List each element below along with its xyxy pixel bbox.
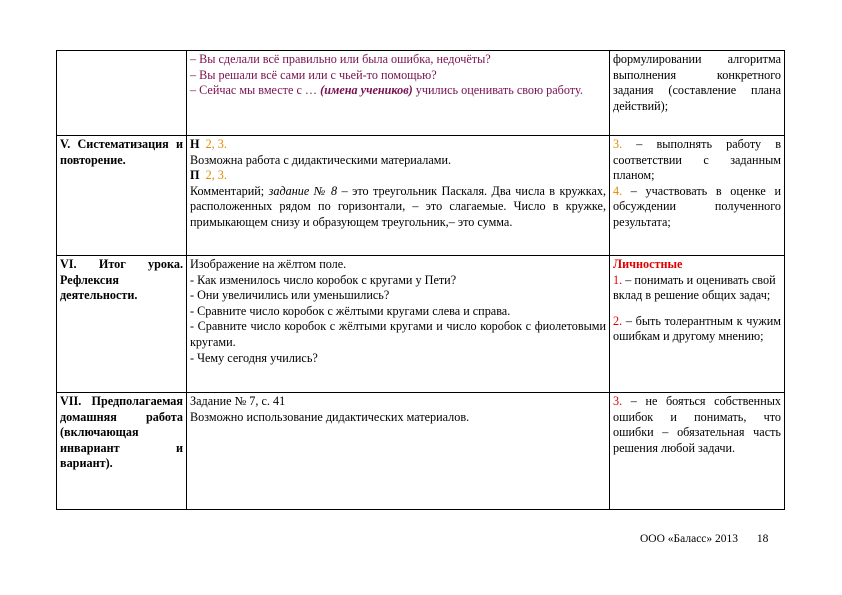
homework-task: Задание № 7, с. 41: [190, 394, 286, 408]
content-line: - Сравните число коробок с жёлтыми кругами слева и справа.: [190, 303, 511, 318]
table-row: [57, 393, 785, 510]
stage-cell: [57, 51, 187, 136]
lesson-table: [56, 50, 785, 510]
stage-cell: [57, 393, 187, 510]
reflection-summary: – Сейчас мы вместе с … (имена учеников) учились оценивать свою работу.: [190, 83, 583, 98]
content-line: - Они увеличились или уменьшились?: [190, 288, 390, 303]
uud-item: 3. – не бояться собственных ошибок и понимать, что ошибки – обязательная часть решения любой задачи.: [613, 394, 781, 455]
content-cell: [187, 136, 610, 256]
content-line: - Сравните число коробок с жёлтыми кругами и число коробок с фиолетовыми кругами.: [190, 319, 606, 349]
task-level-n: Н 2, 3.: [190, 137, 227, 151]
task-comment: Комментарий; задание № 8 – это треугольник Паскаля. Два числа в кружках, расположенных рядом по горизонтали, – это слагаемые. Число в кружке, примыкающем снизу и образующем треугольник,– это сумма.: [190, 183, 606, 229]
uud-cell: [610, 256, 785, 393]
uud-heading: Личностные: [613, 257, 683, 271]
stage-title: VII. Предполагаемая домашняя работа (включающая инвариант и вариант).: [60, 394, 183, 471]
content-cell: [187, 51, 610, 136]
stage-cell: [57, 256, 187, 393]
page-number: 18: [756, 533, 769, 545]
uud-item: 4. – участвовать в оценке и обсуждении полученного результата;: [613, 183, 781, 229]
reflection-question: – Вы сделали всё правильно или была ошибка, недочёты?: [190, 52, 491, 66]
uud-cell: [610, 136, 785, 256]
task-note: Возможна работа с дидактическими материалами.: [190, 152, 452, 167]
stage-title: V. Систематизация и повторение.: [60, 137, 183, 167]
uud-item: 3. – выполнять работу в соответствии с заданным планом;: [613, 137, 781, 183]
footer-company: ООО «Баласс» 2013: [640, 533, 739, 545]
page-footer: [640, 533, 768, 545]
homework-note: Возможно использование дидактических материалов.: [190, 409, 470, 424]
content-line: - Чему сегодня учились?: [190, 350, 318, 365]
reflection-question: – Вы решали всё сами или с чьей-то помощью?: [190, 67, 437, 82]
stage-cell: [57, 136, 187, 256]
content-cell: [187, 256, 610, 393]
content-line: - Как изменилось число коробок с кругами у Пети?: [190, 272, 457, 287]
uud-text: формулировании алгоритма выполнения конкретного задания (составление плана действий);: [613, 52, 781, 113]
task-level-p: П 2, 3.: [190, 168, 227, 183]
table-row: [57, 51, 785, 136]
table-row: [57, 256, 785, 393]
stage-title: VI. Итог урока. Рефлексия деятельности.: [60, 257, 183, 303]
uud-item: 2. – быть толерантным к чужим ошибкам и другому мнению;: [613, 313, 781, 344]
table-row: [57, 136, 785, 256]
content-cell: [187, 393, 610, 510]
content-line: Изображение на жёлтом поле.: [190, 257, 347, 271]
uud-cell: [610, 51, 785, 136]
uud-cell: [610, 393, 785, 510]
uud-item: 1. – понимать и оценивать свой вклад в решение общих задач;: [613, 272, 776, 303]
